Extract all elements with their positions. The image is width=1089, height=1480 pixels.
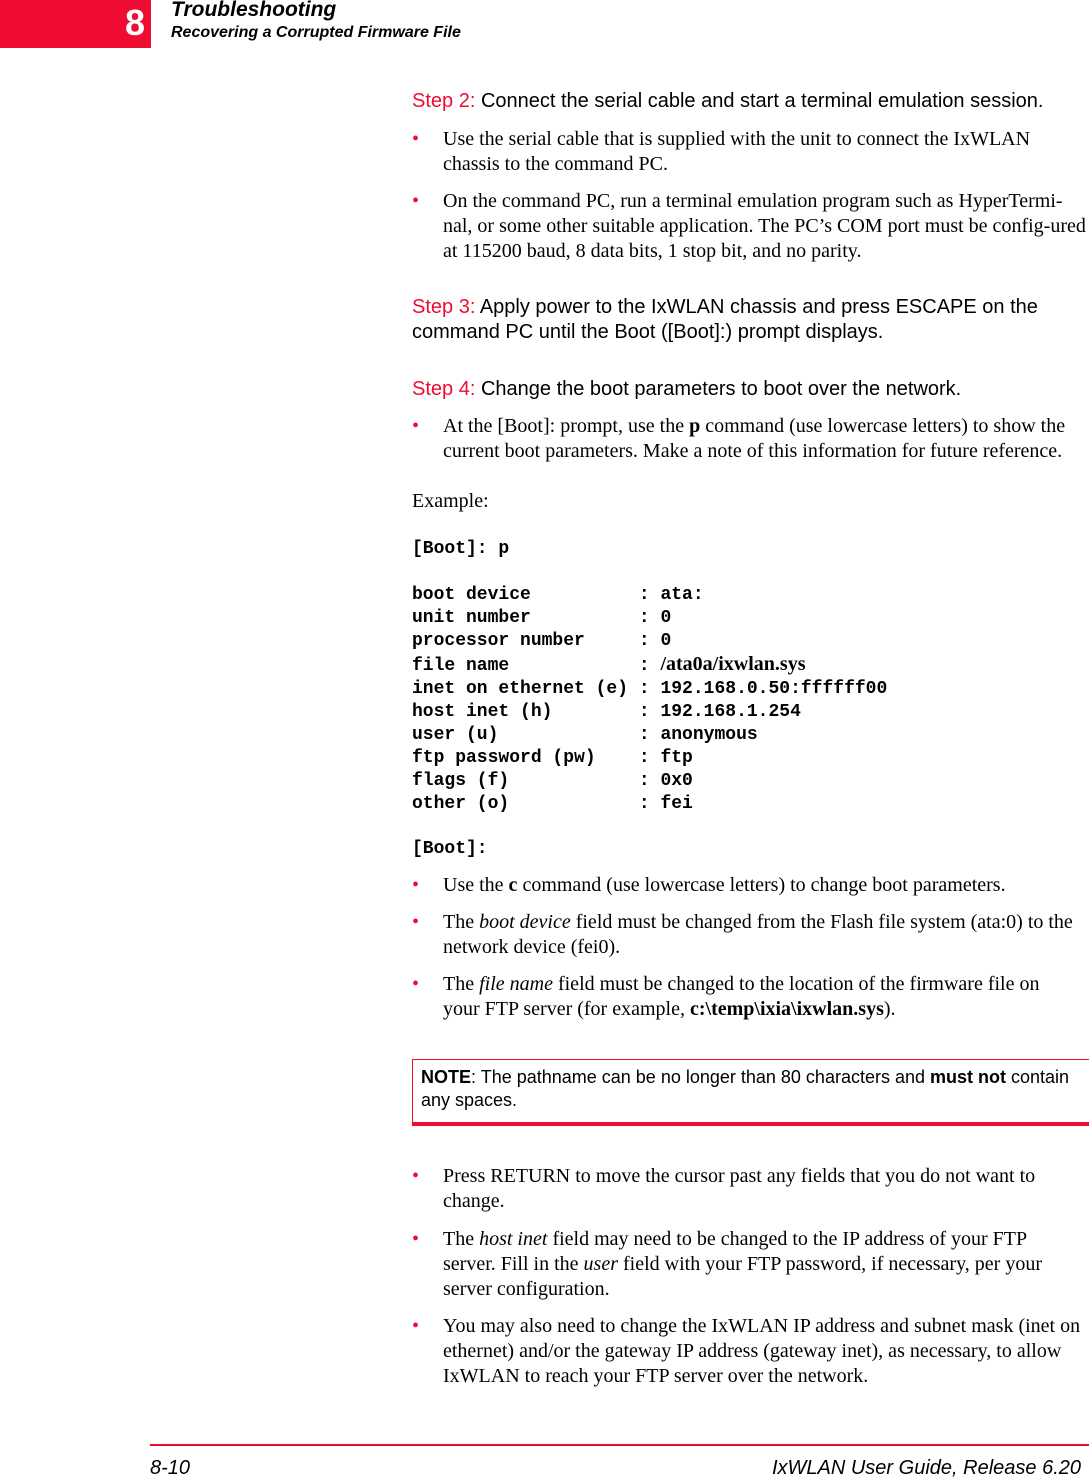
code-prompt: [Boot]: p: [412, 539, 510, 559]
text: Use the: [443, 874, 509, 896]
text: At the [Boot]: prompt, use the: [443, 415, 690, 437]
bullet-icon: •: [412, 128, 420, 150]
emphasis: must not: [930, 1067, 1006, 1087]
step-text: Change the boot parameters to boot over the network.: [475, 378, 962, 400]
code-row: [412, 653, 1089, 678]
param-value: 192.168.1.254: [660, 702, 801, 722]
bullet-icon: •: [412, 874, 420, 896]
step-3-heading: [412, 295, 1074, 345]
code-row: [412, 630, 1089, 653]
field-name: user: [583, 1253, 618, 1275]
bullet-icon: •: [412, 1315, 420, 1337]
param-key: host inet (h) :: [412, 702, 661, 722]
param-key: ftp password (pw) :: [412, 748, 661, 768]
step-text: Apply power to the IxWLAN chassis and press ESCAPE on the command PC until the Boot ([Boot]:) prompt displays.: [412, 296, 1038, 343]
param-key: user (u) :: [412, 725, 661, 745]
param-value: 192.168.0.50:ffffff00: [660, 679, 888, 699]
note-label: NOTE: [421, 1067, 472, 1087]
param-key: other (o) :: [412, 794, 661, 814]
param-key: file name :: [412, 656, 661, 676]
page-number: 8-10: [150, 1457, 191, 1479]
note-box: [412, 1059, 1089, 1126]
field-name: file name: [479, 973, 553, 995]
text: The: [443, 973, 480, 995]
text: : The pathname can be no longer than 80 characters and: [471, 1067, 930, 1087]
param-value: 0: [660, 631, 672, 651]
footer-rule: [150, 1444, 1089, 1446]
command-p: p: [689, 415, 701, 437]
list-item: [412, 873, 1087, 898]
step-text: Connect the serial cable and start a terminal emulation session.: [475, 90, 1044, 112]
text: ).: [883, 998, 896, 1020]
code-row: [412, 678, 1089, 701]
param-value: ata:: [660, 585, 704, 605]
example-path: c:\temp\ixia\ixwlan.sys: [689, 998, 884, 1020]
field-name: boot device: [479, 911, 571, 933]
bullet-icon: •: [412, 911, 420, 933]
chapter-tab: [0, 0, 151, 48]
step-4-heading: [412, 377, 1089, 402]
list-item-text: On the command PC, run a terminal emulation program such as HyperTermi-nal, or some other suitable application. The PC’s COM port must be config-ured at 115200 baud, 8 data bits, 1 stop bit, and no parity.: [443, 190, 1086, 262]
code-row: [412, 701, 1089, 724]
param-key: inet on ethernet (e) :: [412, 679, 661, 699]
list-item: [412, 910, 1074, 960]
guide-title: IxWLAN User Guide, Release 6.20: [771, 1457, 1081, 1479]
step-label: Step 2:: [412, 90, 476, 112]
code-row: [412, 724, 1089, 747]
text: Press RETURN to move the cursor past any fields that you do not want to change.: [443, 1165, 1036, 1212]
list-item: [412, 1227, 1074, 1302]
text: contain any spaces.: [421, 1067, 1070, 1110]
param-value: 0x0: [660, 771, 693, 791]
code-row: [412, 793, 1089, 816]
list-item: [412, 972, 1074, 1022]
param-value: /ata0a/ixwlan.sys: [660, 653, 806, 675]
bullet-icon: •: [412, 190, 420, 212]
example-label: Example:: [412, 490, 489, 512]
text: field with your FTP password, if necessary, per your server configuration.: [443, 1253, 1042, 1300]
step-label: Step 4:: [412, 378, 476, 400]
bullet-icon: •: [412, 1165, 420, 1187]
param-value: fei: [660, 794, 693, 814]
param-key: processor number :: [412, 631, 661, 651]
boot-parameters-code: [412, 584, 1089, 816]
chapter-title: Troubleshooting: [171, 0, 337, 21]
bullet-icon: •: [412, 1228, 420, 1250]
code-row: [412, 607, 1089, 630]
step-label: Step 3:: [412, 296, 476, 318]
param-key: flags (f) :: [412, 771, 661, 791]
text: field must be changed to the location of the firmware file on your FTP server (for example,: [443, 973, 1040, 1020]
text: field must be changed from the Flash file system (ata:0) to the network device (fei0).: [443, 911, 1073, 958]
text: command (use lowercase letters) to show the current boot parameters. Make a note of this information for future reference.: [443, 415, 1066, 462]
section-title: Recovering a Corrupted Firmware File: [171, 24, 461, 41]
chapter-number: 8: [124, 2, 145, 43]
param-value: 0: [660, 608, 672, 628]
bullet-icon: •: [412, 973, 420, 995]
list-item: [412, 414, 1089, 464]
bullet-icon: •: [412, 415, 420, 437]
text: The: [443, 1228, 480, 1250]
param-value: ftp: [660, 748, 693, 768]
text: command (use lowercase letters) to change boot parameters.: [517, 874, 1006, 896]
text: field may need to be changed to the IP address of your FTP server. Fill in the: [443, 1228, 1027, 1275]
code-row: [412, 584, 1089, 607]
param-value: anonymous: [660, 725, 758, 745]
list-item: [412, 127, 1059, 177]
list-item: [412, 1314, 1087, 1389]
command-c: c: [508, 874, 518, 896]
text: You may also need to change the IxWLAN IP address and subnet mask (inet on ethernet) and/or the gateway IP address (gateway inet), as necessary, to allow IxWLAN to reach your FTP server over the network.: [443, 1315, 1081, 1387]
param-key: unit number :: [412, 608, 661, 628]
text: The: [443, 911, 480, 933]
field-name: host inet: [479, 1228, 548, 1250]
list-item: [412, 189, 1087, 264]
code-row: [412, 770, 1089, 793]
param-key: boot device :: [412, 585, 661, 605]
list-item-text: Use the serial cable that is supplied with the unit to connect the IxWLAN chassis to the command PC.: [443, 128, 1031, 175]
code-prompt-end: [Boot]:: [412, 839, 488, 859]
step-2-heading: [412, 89, 1089, 114]
code-row: [412, 747, 1089, 770]
list-item: [412, 1164, 1064, 1214]
